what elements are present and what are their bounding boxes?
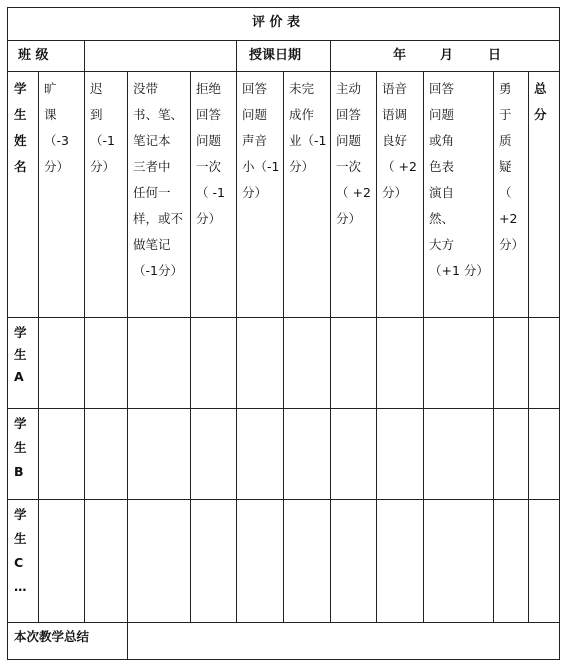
header-text-line: （-1 xyxy=(90,133,115,148)
header-text-line: 到 xyxy=(90,107,103,122)
header-text-line: 没带 xyxy=(133,81,159,96)
header-text-line: 问题 xyxy=(429,107,455,122)
header-text-line: 回答 xyxy=(336,107,362,122)
date-day: 日 xyxy=(488,48,502,63)
header-text-line: 做笔记 xyxy=(133,237,171,252)
header-total xyxy=(534,76,547,128)
table-border-left xyxy=(7,7,8,660)
row-divider xyxy=(7,622,560,623)
header-text-line: … xyxy=(14,579,27,594)
header-text-line: 总 xyxy=(534,81,547,96)
header-text-line: 名 xyxy=(14,159,27,174)
header-absent xyxy=(44,76,69,180)
header-active-answer xyxy=(336,76,371,232)
header-text-line: 主动 xyxy=(336,81,362,96)
header-text-line: 分 xyxy=(534,107,547,122)
date-label: 授课日期 xyxy=(249,48,302,63)
header-text-line: 业（-1 xyxy=(289,133,327,148)
header-text-line: 未完 xyxy=(289,81,315,96)
col-divider xyxy=(330,71,331,622)
student-b-label xyxy=(14,412,27,484)
header-text-line: 生 xyxy=(14,347,27,362)
header-late xyxy=(90,76,115,180)
header-text-line: 质 xyxy=(499,133,512,148)
header-text-line: 学 xyxy=(14,416,27,431)
header-text-line: 课 xyxy=(44,107,57,122)
header-role-play xyxy=(429,76,489,284)
header-text-line: 良好 xyxy=(382,133,408,148)
header-text-line: 分） xyxy=(44,159,70,174)
header-text-line: 迟 xyxy=(90,81,103,96)
header-text-line: 分） xyxy=(289,159,315,174)
header-text-line: （ -1 xyxy=(196,185,225,200)
header-text-line: （-3 xyxy=(44,133,69,148)
header-text-line: B xyxy=(14,464,24,479)
header-homework xyxy=(289,76,326,180)
header-text-line: 学 xyxy=(14,81,27,96)
header-text-line: 于 xyxy=(499,107,512,122)
class-label: 班 级 xyxy=(18,48,49,63)
header-text-line: 姓 xyxy=(14,133,27,148)
header-text-line: 回答 xyxy=(429,81,455,96)
student-a-label xyxy=(14,322,27,388)
header-text-line: 疑 xyxy=(499,159,512,174)
header-question xyxy=(499,76,524,258)
row-divider xyxy=(7,40,560,41)
header-text-line: 问题 xyxy=(196,133,222,148)
header-text-line: 旷 xyxy=(44,81,57,96)
header-text-line: 然、 xyxy=(429,211,455,226)
header-text-line: 分） xyxy=(382,185,408,200)
header-student-name xyxy=(14,76,27,180)
header-text-line: 声音 xyxy=(242,133,268,148)
header-text-line: 一次 xyxy=(336,159,362,174)
header-text-line: 一次 xyxy=(196,159,222,174)
header-text-line: 演自 xyxy=(429,185,455,200)
header-text-line: （+1 分） xyxy=(429,263,489,278)
header-text-line: 大方 xyxy=(429,237,455,252)
col-divider xyxy=(236,71,237,622)
header-text-line: 色表 xyxy=(429,159,455,174)
header-text-line: 学 xyxy=(14,507,27,522)
header-text-line: 分） xyxy=(336,211,362,226)
header-text-line: 成作 xyxy=(289,107,315,122)
class-value-cell[interactable] xyxy=(90,48,230,64)
table-border-top xyxy=(7,7,560,8)
header-text-line: （ xyxy=(499,185,512,200)
header-text-line: （ +2 xyxy=(382,159,417,174)
header-text-line: 回答 xyxy=(242,81,268,96)
header-text-line: 样，或不 xyxy=(133,211,184,226)
student-c-label xyxy=(14,503,27,599)
header-text-line: 分） xyxy=(90,159,116,174)
col-divider xyxy=(236,40,237,71)
header-text-line: 三者中 xyxy=(133,159,171,174)
header-text-line: 学 xyxy=(14,325,27,340)
header-text-line: 书、笔、 xyxy=(133,107,184,122)
header-text-line: 笔记本 xyxy=(133,133,171,148)
header-text-line: 问题 xyxy=(242,107,268,122)
col-divider xyxy=(376,71,377,622)
header-text-line: 任何一 xyxy=(133,185,171,200)
col-divider xyxy=(84,40,85,71)
header-text-line: 生 xyxy=(14,531,27,546)
header-text-line: 语调 xyxy=(382,107,408,122)
header-text-line: 或角 xyxy=(429,133,455,148)
header-intonation xyxy=(382,76,417,206)
header-text-line: （-1分） xyxy=(133,263,183,278)
col-divider xyxy=(423,71,424,622)
summary-value-cell[interactable] xyxy=(133,629,553,651)
header-text-line: 生 xyxy=(14,107,27,122)
header-text-line: +2 xyxy=(499,211,518,226)
col-divider xyxy=(190,71,191,622)
summary-label: 本次教学总结 xyxy=(14,629,90,644)
col-divider xyxy=(84,71,85,622)
col-divider xyxy=(283,71,284,622)
form-title: 评 价 表 xyxy=(252,15,301,30)
col-divider xyxy=(330,40,331,71)
header-text-line: 分） xyxy=(196,211,222,226)
header-text-line: 问题 xyxy=(336,133,362,148)
table-border-right xyxy=(559,7,560,660)
header-text-line: C xyxy=(14,555,24,570)
header-text-line: 分） xyxy=(242,185,268,200)
header-text-line: （ +2 xyxy=(336,185,371,200)
header-text-line: 小（-1 xyxy=(242,159,280,174)
table-border-bottom xyxy=(7,659,560,660)
col-divider xyxy=(493,71,494,622)
header-text-line: 生 xyxy=(14,440,27,455)
header-text-line: 回答 xyxy=(196,107,222,122)
col-divider xyxy=(528,71,529,622)
header-refuse-answer xyxy=(196,76,225,232)
date-month: 月 xyxy=(440,48,454,63)
col-divider xyxy=(127,71,128,659)
header-low-voice xyxy=(242,76,279,206)
header-text-line: 勇 xyxy=(499,81,512,96)
header-text-line: A xyxy=(14,369,24,384)
date-year: 年 xyxy=(393,48,407,63)
header-text-line: 分） xyxy=(499,237,525,252)
col-divider xyxy=(38,71,39,622)
header-text-line: 拒绝 xyxy=(196,81,222,96)
header-no-books xyxy=(133,76,183,284)
header-text-line: 语音 xyxy=(382,81,408,96)
